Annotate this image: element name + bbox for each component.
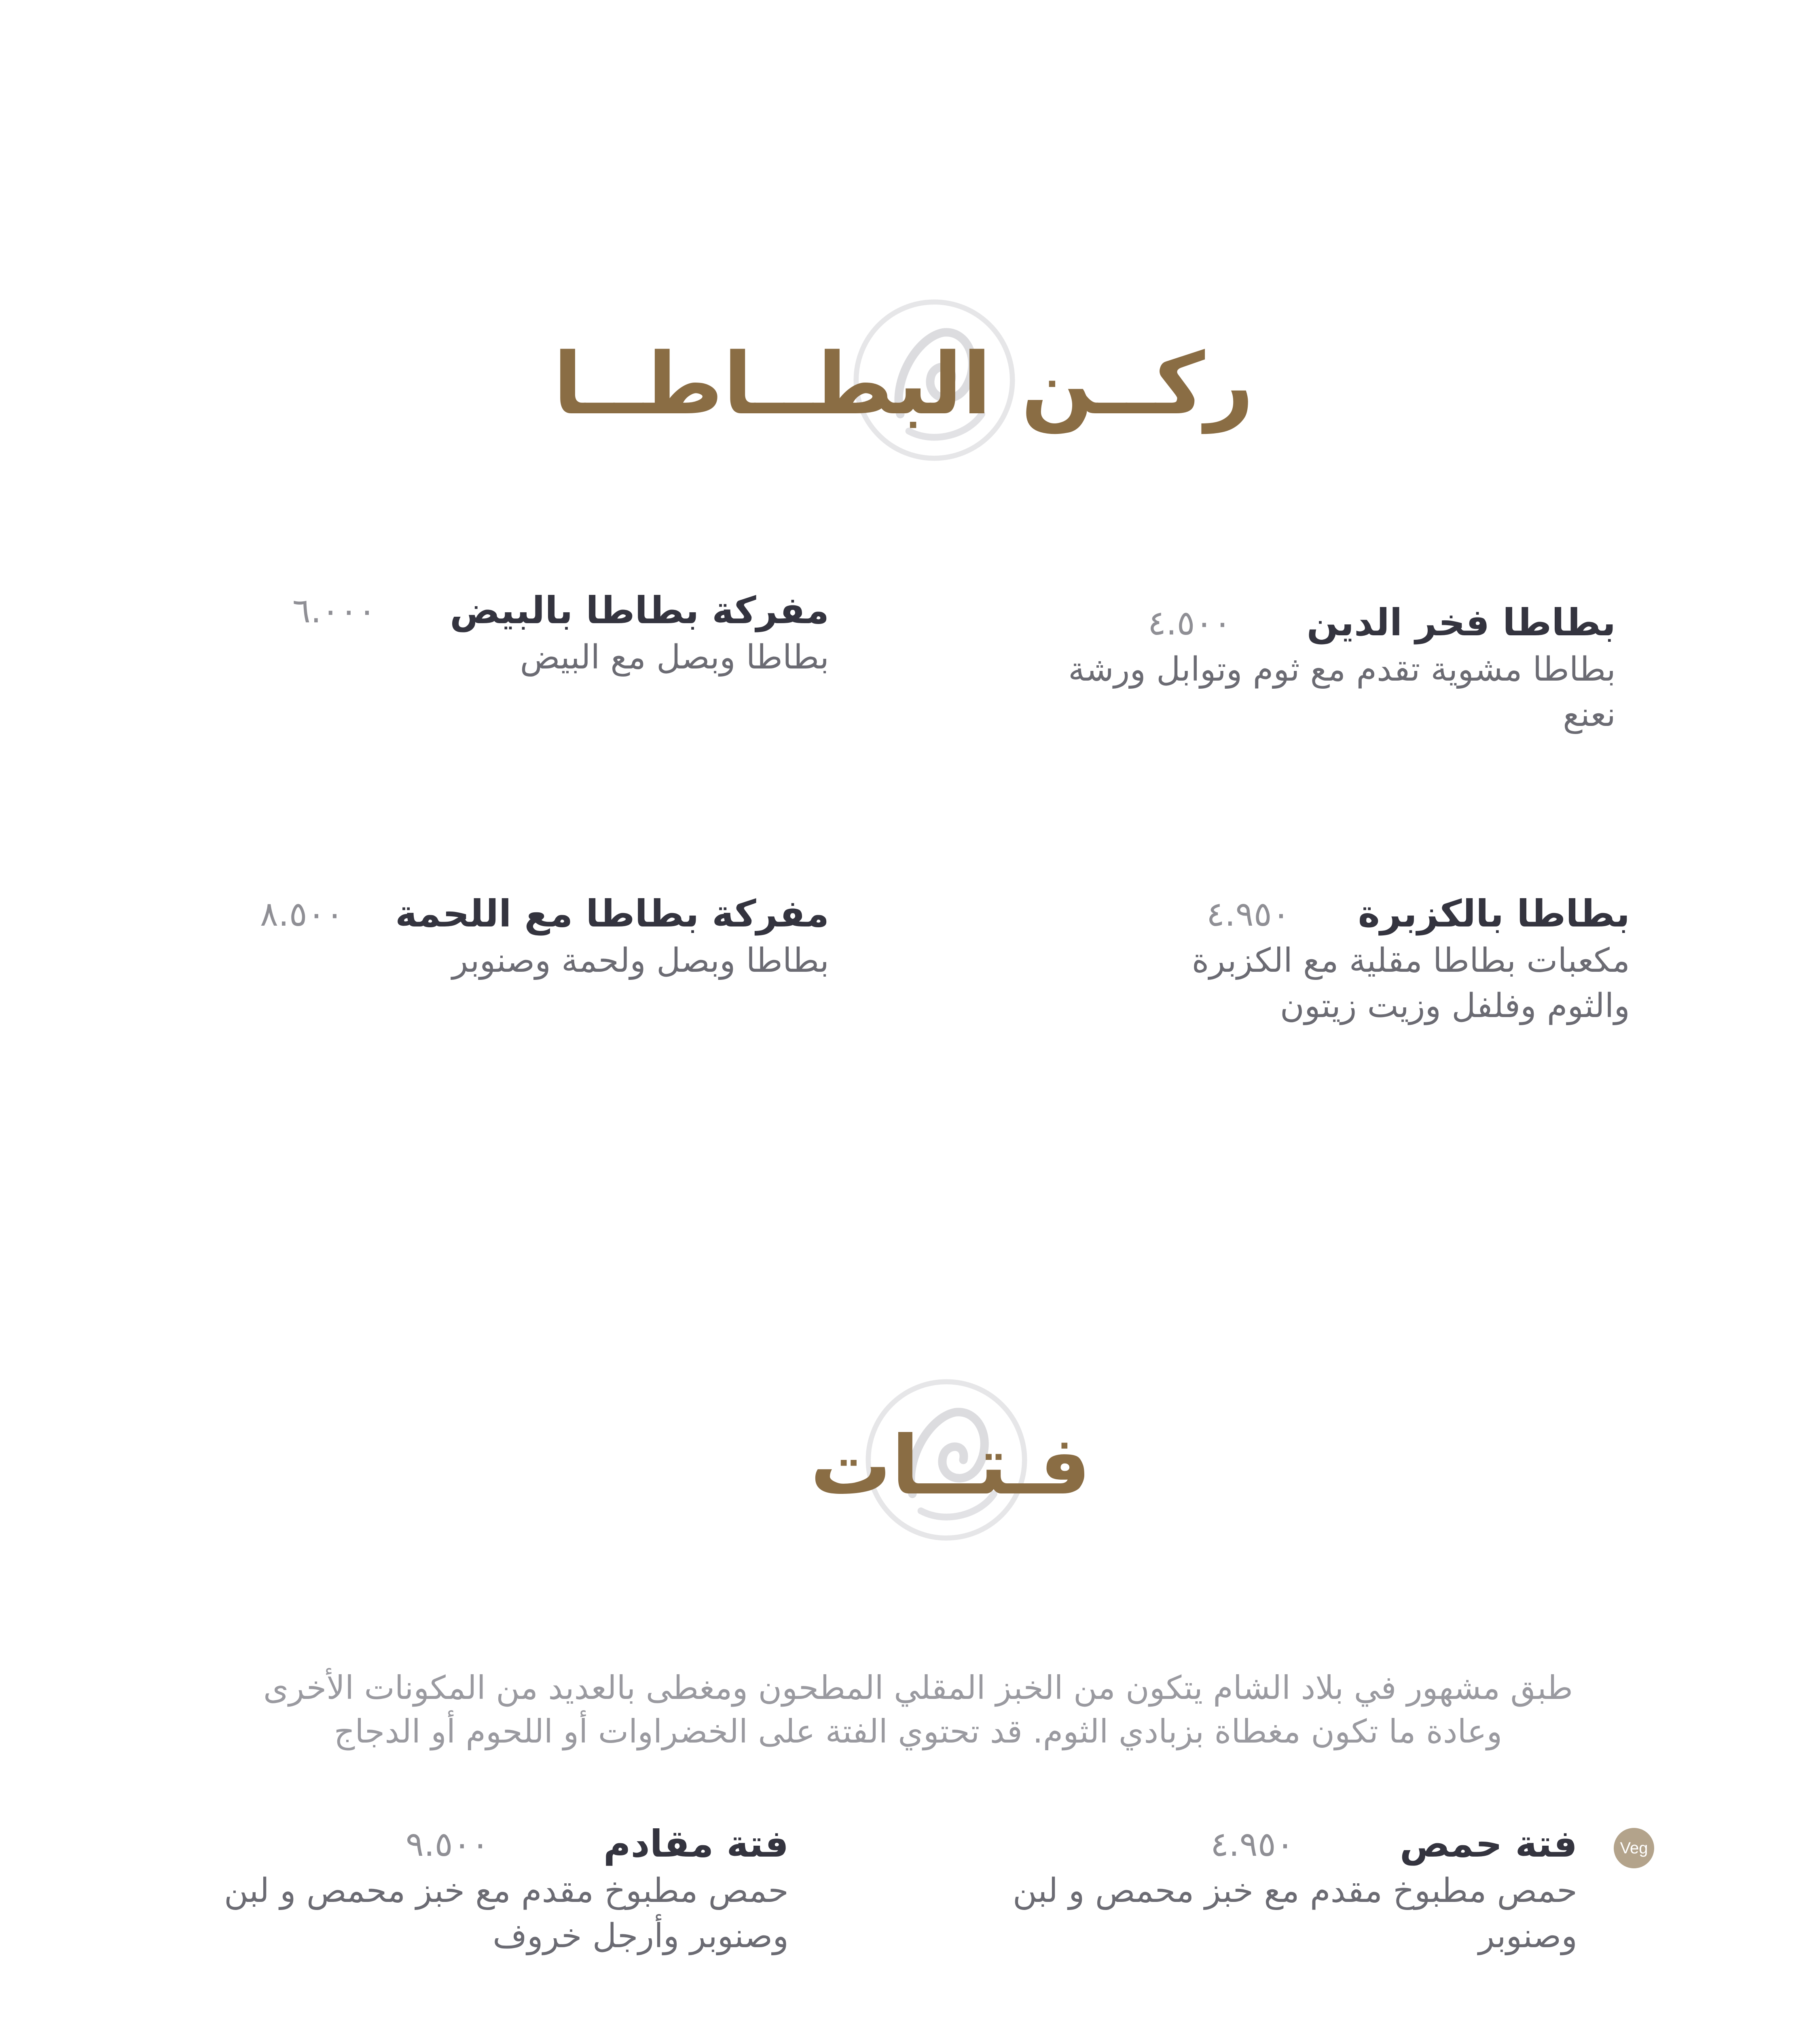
item-name: مفركة بطاطا بالبيض — [450, 589, 829, 632]
item-description: بطاطا وبصل مع البيض — [520, 638, 829, 677]
item-price: ٤.٩٥٠ — [1206, 894, 1290, 934]
item-description: حمص مطبوخ مقدم مع خبز محمص و لبن وصنوبر وأرجل خروف — [224, 1872, 789, 1955]
item-name: فتة مقادم — [603, 1822, 789, 1865]
item-description: بطاطا مشوية تقدم مع ثوم وتوابل ورشة نعنع — [1068, 650, 1616, 734]
section-title-fattat: فـتــات — [810, 1419, 1091, 1513]
menu-item — [1064, 890, 1630, 1029]
item-description: بطاطا وبصل ولحمة وصنوبر — [452, 941, 829, 980]
item-price: ٨.٥٠٠ — [260, 894, 344, 934]
item-name: بطاطا فخر الدين — [1306, 601, 1616, 644]
item-name: فتة حمص — [1399, 1822, 1577, 1865]
menu-item — [243, 890, 829, 984]
menu-item — [202, 1820, 789, 1959]
section-title-potato: ركــن البطــاطــا — [553, 334, 1254, 434]
menu-item — [1029, 599, 1616, 738]
section-description: طبق مشهور في بلاد الشام يتكون من الخبز المقلي المطحون ومغطى بالعديد من المكونات الأخرى وعادة ما تكون مغطاة بزبادي الثوم. قد تحتوي الفتة على الخضراوات أو اللحوم أو الدجاج — [263, 1669, 1573, 1750]
menu-item — [991, 1820, 1577, 1959]
item-price: ٩.٥٠٠ — [405, 1824, 489, 1864]
item-name: مفركة بطاطا مع اللحمة — [395, 892, 829, 935]
item-description: حمص مطبوخ مقدم مع خبز محمص و لبن وصنوبر — [1012, 1872, 1577, 1955]
item-price: ٤.٥٠٠ — [1147, 603, 1232, 643]
item-description: مكعبات بطاطا مقلية مع الكزبرة والثوم وفلفل وزيت زيتون — [1191, 941, 1630, 1025]
item-name: بطاطا بالكزبرة — [1358, 892, 1630, 935]
menu-item — [283, 586, 829, 680]
item-price: ٤.٩٥٠ — [1210, 1824, 1294, 1864]
vegetarian-badge-icon: Veg — [1614, 1828, 1654, 1868]
item-price: ٦.٠٠٠ — [292, 591, 376, 630]
